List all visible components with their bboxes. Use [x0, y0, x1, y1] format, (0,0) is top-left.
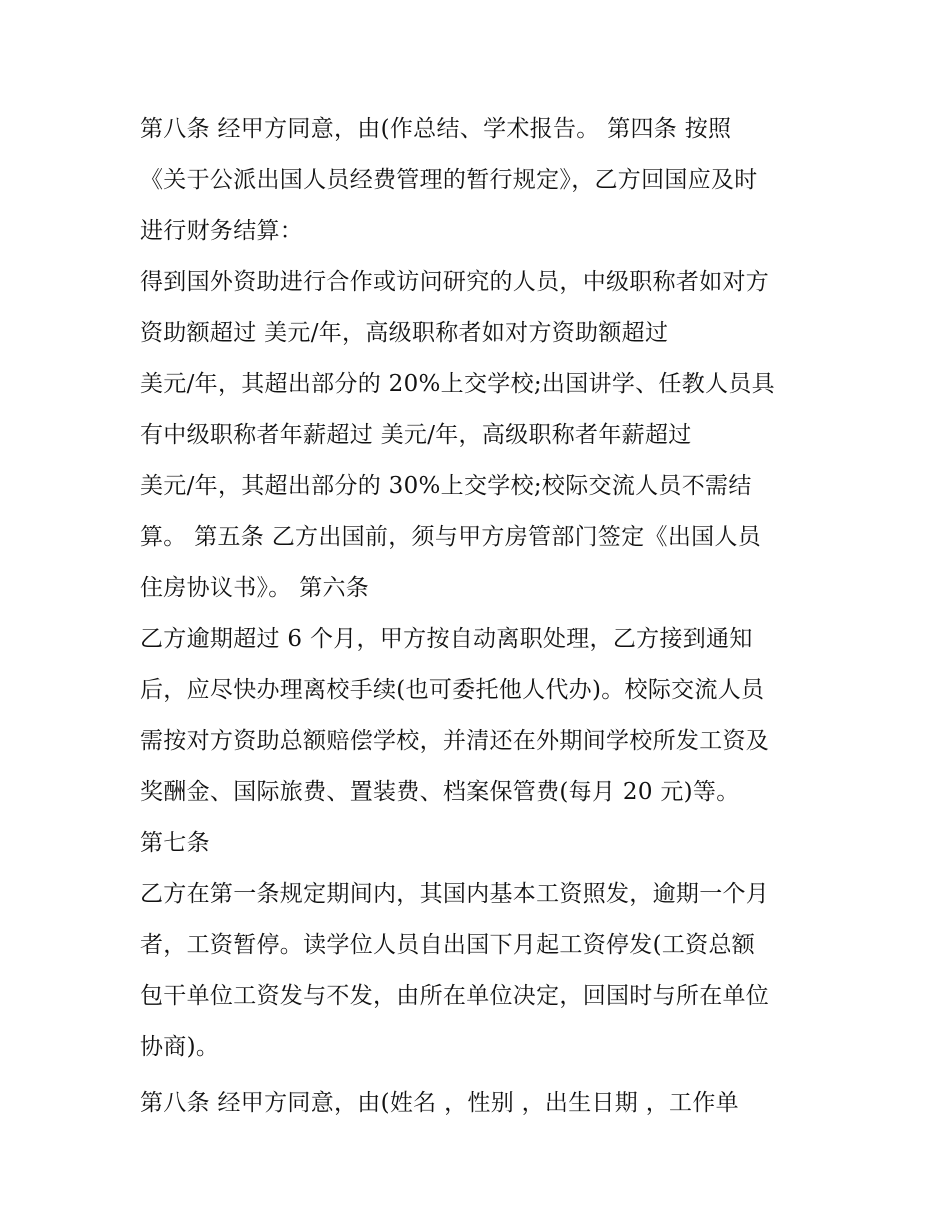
text-line: 有中级职称者年薪超过 美元/年，高级职称者年薪超过: [140, 422, 692, 448]
text-line: 第七条: [140, 830, 210, 856]
text-line: 包干单位工资发与不发，由所在单位决定，回国时与所在单位: [140, 983, 770, 1009]
text-line: 《关于公派出国人员经费管理的暂行规定》，乙方回国应及时: [140, 167, 758, 193]
text-line: 者，工资暂停。读学位人员自出国下月起工资停发(工资总额: [140, 932, 756, 958]
text-line: 算。 第五条 乙方出国前，须与甲方房管部门签定《出国人员: [140, 524, 762, 550]
text-line: 得到国外资助进行合作或访问研究的人员，中级职称者如对方: [140, 269, 770, 295]
text-line: 乙方在第一条规定期间内，其国内基本工资照发，逾期一个月: [140, 881, 770, 907]
text-line: 进行财务结算：: [140, 218, 304, 244]
text-line: 美元/年，其超出部分的 20%上交学校;出国讲学、任教人员具: [140, 371, 775, 397]
text-line: 协商)。: [140, 1034, 220, 1060]
text-line: 奖酬金、国际旅费、置装费、档案保管费(每月 20 元)等。: [140, 779, 740, 805]
document-body: [140, 104, 820, 1129]
text-line: 美元/年，其超出部分的 30%上交学校;校际交流人员不需结: [140, 473, 752, 499]
text-line: 第八条 经甲方同意，由(作总结、学术报告。 第四条 按照: [140, 116, 732, 142]
text-line: 需按对方资助总额赔偿学校，并清还在外期间学校所发工资及: [140, 728, 770, 754]
text-line: 住房协议书》。 第六条: [140, 575, 370, 601]
text-line: 后，应尽快办理离校手续(也可委托他人代办)。校际交流人员: [140, 677, 765, 703]
text-line: 乙方逾期超过 6 个月，甲方按自动离职处理，乙方接到通知: [140, 626, 753, 652]
text-line: 第八条 经甲方同意，由(姓名 ，性别 ，出生日期 ，工作单: [140, 1090, 739, 1116]
text-line: 资助额超过 美元/年，高级职称者如对方资助额超过: [140, 320, 669, 346]
